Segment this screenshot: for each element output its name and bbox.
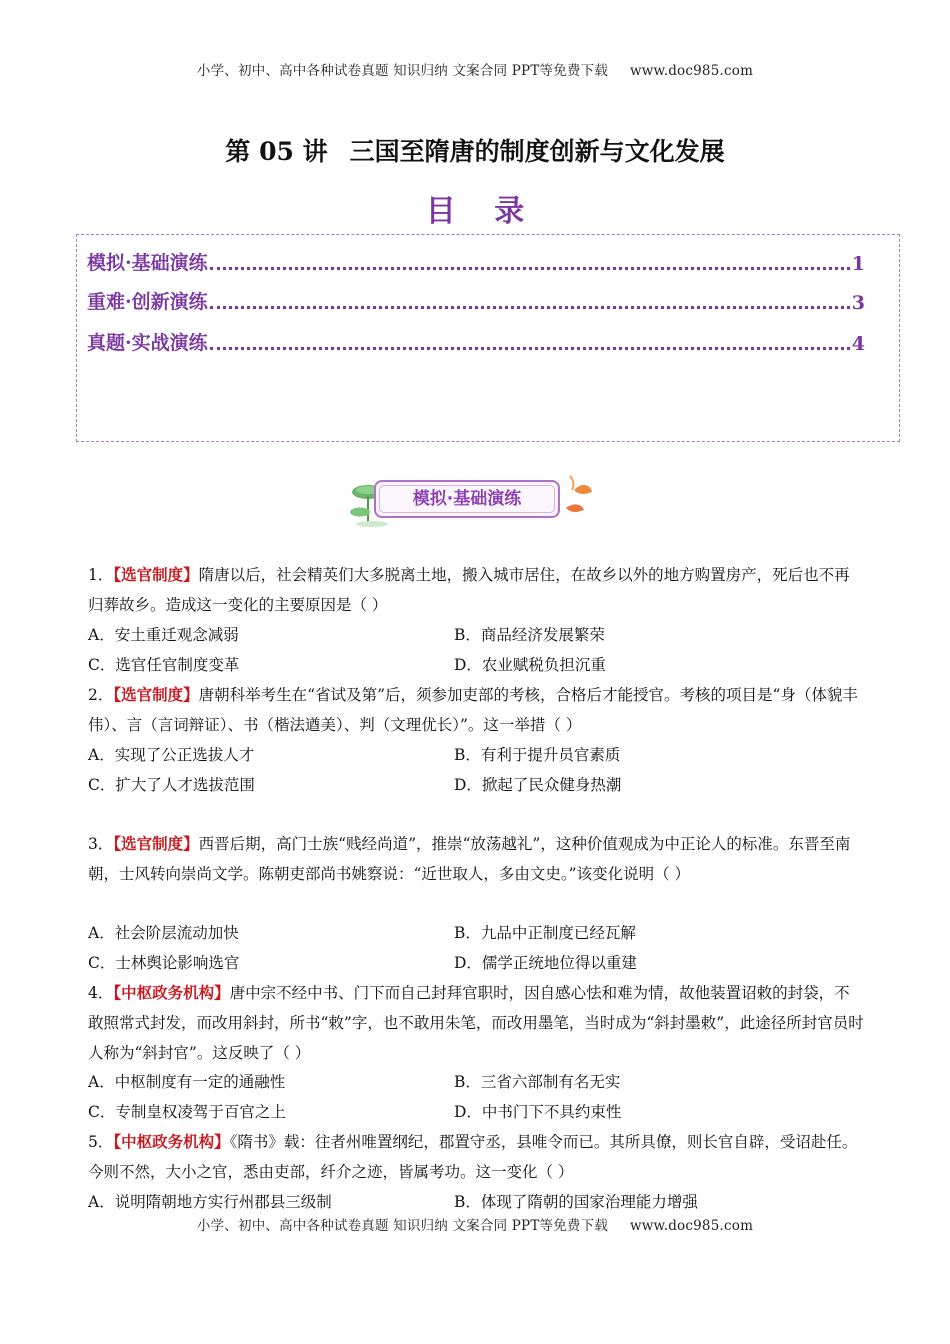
koi-fish-shape xyxy=(574,485,592,494)
toc-leader-dots xyxy=(210,267,850,270)
option-b[interactable]: B．商品经济发展繁荣 xyxy=(454,626,605,644)
koi-tail-shape xyxy=(570,476,573,490)
question-number: 2． xyxy=(88,686,114,704)
question-tag: 【中枢政务机构】 xyxy=(113,1132,230,1151)
header-text: 小学、初中、高中各种试卷真题 知识归纳 文案合同 PPT等免费下载 xyxy=(196,63,609,79)
leaf-shape-small xyxy=(350,508,370,517)
footer-url[interactable]: www.doc985.com xyxy=(630,1218,754,1234)
question-stem: 西晋后期，高门士族“贱经尚道”，推崇“放荡越礼”，这种价值观成为中正论人的标准。东晋至南朝，士风转向崇尚文学。陈朝吏部尚书姚察说：“近世取人，多由文史。”该变化说明（ ） xyxy=(88,835,851,883)
footer-text: 小学、初中、高中各种试卷真题 知识归纳 文案合同 PPT等免费下载 xyxy=(196,1218,609,1234)
question-4 xyxy=(88,978,864,1068)
option-b[interactable]: B．有利于提升员官素质 xyxy=(454,746,621,764)
option-d[interactable]: D．农业赋税负担沉重 xyxy=(454,656,606,674)
toc-item[interactable] xyxy=(87,249,865,275)
question-number: 5． xyxy=(88,1133,114,1151)
option-a[interactable]: A．社会阶层流动加快 xyxy=(88,924,239,942)
toc-item-label: 真题·实战演练 xyxy=(87,332,208,354)
option-c[interactable]: C．士林舆论影响选官 xyxy=(88,954,240,972)
header-url[interactable]: www.doc985.com xyxy=(630,63,754,79)
option-d[interactable]: D．中书门下不具约束性 xyxy=(454,1103,622,1121)
section-banner xyxy=(338,468,602,530)
question-tag: 【选官制度】 xyxy=(113,834,199,853)
option-c[interactable]: C．扩大了人才选拔范围 xyxy=(88,776,255,794)
toc-leader-dots xyxy=(210,306,850,309)
option-c[interactable]: C．选官任官制度变革 xyxy=(88,656,240,674)
lecture-subject: 三国至隋唐的制度创新与文化发展 xyxy=(349,137,725,166)
question-number: 1． xyxy=(88,566,114,584)
page-header xyxy=(0,59,950,79)
question-2 xyxy=(88,680,864,740)
toc-item-page: 3 xyxy=(851,292,865,314)
option-a[interactable]: A．说明隋朝地方实行州郡县三级制 xyxy=(88,1193,332,1211)
question-number: 3． xyxy=(88,835,114,853)
toc-item-label: 模拟·基础演练 xyxy=(87,252,208,274)
koi-fish-shape-2 xyxy=(566,504,584,512)
question-stem: 隋唐以后，社会精英们大多脱离土地，搬入城市居住，在故乡以外的地方购置房产，死后也不再归葬故乡。造成这一变化的主要原因是（ ） xyxy=(88,566,850,614)
toc-item-label: 重难·创新演练 xyxy=(87,291,208,313)
option-a[interactable]: A．安土重迁观念减弱 xyxy=(88,626,239,644)
question-3 xyxy=(88,829,864,889)
question-1 xyxy=(88,560,864,620)
toc-item-page: 1 xyxy=(851,253,865,275)
toc-heading: 目 录 xyxy=(425,194,539,229)
option-a[interactable]: A．实现了公正选拔人才 xyxy=(88,746,255,764)
lecture-number: 第 05 讲 xyxy=(225,137,328,166)
question-stem: 《隋书》载：往者州唯置纲纪，郡置守丞，县唯令而已。其所具僚，则长官自辟，受诏赴任。今则不然，大小之官，悉由吏部，纤介之迹，皆属考功。这一变化（ ） xyxy=(88,1133,858,1181)
banner-title: 模拟·基础演练 xyxy=(412,489,522,509)
question-tag: 【选官制度】 xyxy=(113,685,199,704)
toc-box xyxy=(76,234,900,442)
question-number: 4． xyxy=(88,984,114,1002)
option-d[interactable]: D．掀起了民众健身热潮 xyxy=(454,776,622,794)
toc-item[interactable] xyxy=(87,329,865,355)
option-b[interactable]: B．九品中正制度已经瓦解 xyxy=(454,924,636,942)
water-ripple xyxy=(356,521,388,527)
option-a[interactable]: A．中枢制度有一定的通融性 xyxy=(88,1073,286,1091)
option-b[interactable]: B．体现了隋朝的国家治理能力增强 xyxy=(454,1193,698,1211)
page-title xyxy=(0,132,950,168)
toc-leader-dots xyxy=(210,347,850,350)
option-d[interactable]: D．儒学正统地位得以重建 xyxy=(454,954,637,972)
question-stem: 唐中宗不经中书、门下而自己封拜官职时，因自感心怯和难为情，故他装置诏敕的封袋，不敢照常式封发，而改用斜封，所书“敕”字，也不敢用朱笔，而改用墨笔，当时成为“斜封墨敕”，此途径所封官员时人称为“斜封官”。这反映了（ ） xyxy=(88,984,864,1062)
toc-item[interactable] xyxy=(87,288,865,314)
question-tag: 【中枢政务机构】 xyxy=(113,983,230,1002)
question-stem: 唐朝科举考生在“省试及第”后，须参加吏部的考核，合格后才能授官。考核的项目是“身（体貌丰伟）、言（言词辩证）、书（楷法遒美）、判（文理优长）”。这一举措（ ） xyxy=(88,686,858,734)
question-5 xyxy=(88,1127,864,1187)
toc-item-page: 4 xyxy=(851,333,865,355)
option-b[interactable]: B．三省六部制有名无实 xyxy=(454,1073,621,1091)
page-footer xyxy=(0,1214,950,1234)
question-tag: 【选官制度】 xyxy=(113,565,199,584)
option-c[interactable]: C．专制皇权凌驾于百官之上 xyxy=(88,1103,286,1121)
